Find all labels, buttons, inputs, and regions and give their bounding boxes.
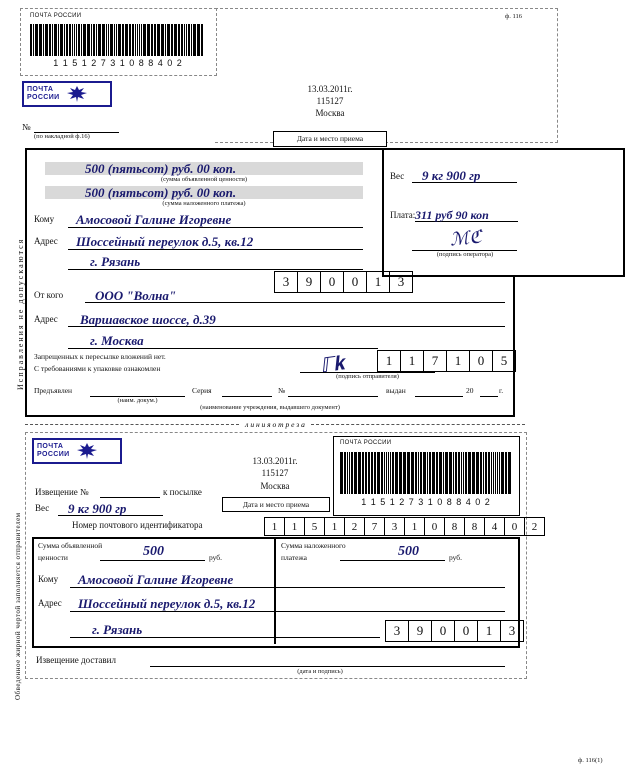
post-logo-top (22, 81, 112, 107)
index-digit-cell: 0 (424, 517, 445, 536)
sender-address-value-1: Варшавское шоссе, д.39 (80, 312, 216, 327)
sender-address-value-2: г. Москва (90, 333, 144, 348)
index-digit-cell: 8 (444, 517, 465, 536)
receipt-cod-rub: руб. (449, 553, 462, 562)
logo-line-2: РОССИИ (27, 94, 60, 101)
index-digit-cell: 8 (464, 517, 485, 536)
delivered-line (150, 666, 505, 667)
index-digit-cell: 2 (524, 517, 545, 536)
receipt-date: 13.03.2011г. (252, 456, 298, 466)
sender-label: От кого (34, 290, 64, 300)
index-digit-cell: 2 (344, 517, 365, 536)
operator-signature: ℳℭ (448, 226, 483, 250)
receipt-city: Москва (260, 481, 290, 491)
receipt-declared-rub: руб. (209, 553, 222, 562)
barcode-header-top: ПОЧТА РОССИИ (30, 13, 82, 19)
presented-label: Предъявлен (34, 386, 73, 395)
delivered-label: Извещение доставил (36, 655, 116, 665)
doc-number-line (288, 396, 378, 397)
eagle-icon-receipt (74, 441, 100, 461)
receipt-declared-value: 500 (143, 544, 164, 559)
receipt-box-divider (274, 537, 276, 644)
logo-receipt-line-1: ПОЧТА (37, 443, 64, 450)
receipt-declared-line (100, 560, 205, 561)
side-note-bottom: Обведенное жирной чертой заполняется отправителем (14, 512, 22, 700)
institution-caption: (наименование учреждения, выдавшего документ) (200, 404, 340, 411)
receipt-weight-label: Вес (35, 503, 50, 513)
sender-sign-caption: (подпись отправителя) (336, 373, 399, 380)
receipt-cod-label-1: Сумма наложенного (281, 541, 346, 550)
cod-value: 500 (пятьсот) руб. 00 коп. (85, 185, 237, 200)
index-digit-cell: 3 (385, 620, 409, 642)
cut-line-right (311, 424, 525, 425)
accept-date: 13.03.2011г. (307, 84, 353, 94)
declared-value-caption: (сумма объявленной ценности) (160, 176, 248, 183)
addressee-value: Амосовой Галине Игоревне (76, 212, 232, 227)
notice-number-label: Извещение № (35, 487, 89, 497)
index-digit-cell: 3 (384, 517, 405, 536)
receipt-addressee-value: Амосовой Галине Игоревне (78, 572, 234, 587)
delivered-caption: (дата и подпись) (297, 668, 343, 675)
doc-number-label: № (278, 386, 286, 395)
index-digit-cell: 5 (492, 350, 516, 372)
form-code-top: ф. 116 (505, 13, 522, 20)
index-digit-cell: 1 (324, 517, 345, 536)
side-note-top: Исправления не допускаются (16, 237, 25, 390)
index-digit-cell: 1 (284, 517, 305, 536)
index-digit-cell: 0 (431, 620, 455, 642)
receipt-index: 115127 (261, 468, 289, 478)
index-digit-cell: 9 (408, 620, 432, 642)
receipt-weight-value: 9 кг 900 гр (68, 501, 127, 516)
address-value-1: Шоссейный переулок д.5, кв.12 (76, 234, 254, 249)
cut-line-label: л и н и я о т р е з а (245, 420, 305, 429)
index-digit-cell: 7 (364, 517, 385, 536)
barcode-digits-top: 1 1 5 1 2 7 3 1 0 8 8 4 0 2 (53, 58, 183, 68)
eagle-icon (64, 84, 90, 104)
index-digit-cell: 1 (366, 271, 390, 293)
receipt-address-value-1: Шоссейный переулок д.5, кв.12 (78, 596, 256, 611)
receipt-addressee-label: Кому (38, 574, 59, 584)
receipt-barcode (340, 452, 512, 494)
presented-caption: (наим. докум.) (117, 397, 158, 404)
issued-line (415, 396, 463, 397)
logo-receipt-line-2: РОССИИ (37, 451, 70, 458)
addressee-label: Кому (34, 214, 55, 224)
index-digit-cell: 1 (477, 620, 501, 642)
series-label: Серия (192, 386, 212, 395)
sender-signature: ℾ𝐤 (318, 352, 346, 378)
addressee-index-cells (275, 271, 413, 293)
receipt-address-label: Адрес (38, 598, 62, 608)
index-digit-cell: 1 (404, 517, 425, 536)
year-suffix: г. (499, 386, 504, 395)
form-code-bottom: ф. 116(1) (578, 757, 603, 764)
index-digit-cell: 3 (500, 620, 524, 642)
identifier-label: Номер почтового идентификатора (72, 520, 203, 530)
logo-line-1: ПОЧТА (27, 86, 54, 93)
post-logo-receipt (32, 438, 122, 464)
index-digit-cell: 0 (454, 620, 478, 642)
index-digit-cell: 3 (389, 271, 413, 293)
index-digit-cell: 7 (423, 350, 447, 372)
barcode-top (30, 24, 205, 56)
index-digit-cell: 1 (377, 350, 401, 372)
index-digit-cell: 0 (320, 271, 344, 293)
index-digit-cell: 1 (446, 350, 470, 372)
receipt-barcode-digits: 1 1 5 1 2 7 3 1 0 8 8 4 0 2 (361, 497, 491, 507)
sender-address-label: Адрес (34, 314, 58, 324)
accept-city: Москва (315, 108, 345, 118)
index-digit-cell: 3 (274, 271, 298, 293)
year-label: 20 (466, 386, 474, 395)
cut-line (25, 420, 525, 429)
date-place-zone (215, 8, 558, 143)
waybill-number-caption: (по накладной ф.16) (34, 133, 90, 140)
index-digit-cell: 0 (504, 517, 525, 536)
index-digit-cell: 1 (400, 350, 424, 372)
weight-value: 9 кг 900 гр (422, 168, 481, 183)
declaration-line-2: С требованиями к упаковке ознакомлен (34, 364, 161, 373)
waybill-number-label: № (22, 122, 31, 132)
year-line (480, 396, 498, 397)
weight-label: Вес (390, 171, 405, 181)
receipt-index-cells (386, 620, 524, 642)
receipt-declared-label-1: Сумма объявленной (38, 541, 103, 550)
index-digit-cell: 1 (264, 517, 285, 536)
cut-line-left (25, 424, 239, 425)
declaration-line-1: Запрещенных к пересылке вложений нет. (34, 352, 166, 361)
receipt-cod-value: 500 (398, 544, 419, 559)
index-digit-cell: 9 (297, 271, 321, 293)
receipt-address-value-2: г. Рязань (92, 622, 143, 637)
address-value-2: г. Рязань (90, 254, 141, 269)
index-digit-cell: 0 (343, 271, 367, 293)
accept-index: 115127 (316, 96, 344, 106)
receipt-cod-label-2: платежа (281, 553, 308, 562)
notice-to-parcel-label: к посылке (163, 487, 202, 497)
receipt-date-place-caption: Дата и место приема (222, 497, 330, 512)
issued-label: выдан (386, 386, 406, 395)
identifier-cells (265, 517, 545, 536)
notice-number-line (100, 497, 160, 498)
series-line (222, 396, 272, 397)
date-place-caption: Дата и место приема (273, 131, 387, 147)
sender-index-cells (378, 350, 516, 372)
receipt-cod-line (340, 560, 445, 561)
receipt-declared-label-2: ценности (38, 553, 68, 562)
payment-value: 311 руб 90 коп (415, 208, 489, 222)
index-digit-cell: 0 (469, 350, 493, 372)
payment-label: Плата: (390, 210, 416, 220)
receipt-barcode-header: ПОЧТА РОССИИ (340, 440, 392, 446)
address-label: Адрес (34, 236, 58, 246)
operator-sign-caption: (подпись оператора) (436, 251, 494, 258)
index-digit-cell: 5 (304, 517, 325, 536)
cod-value-caption: (сумма наложенного платежа) (162, 200, 246, 207)
index-digit-cell: 4 (484, 517, 505, 536)
declared-value: 500 (пятьсот) руб. 00 коп. (85, 161, 237, 176)
sender-value: ООО "Волна" (95, 288, 177, 303)
